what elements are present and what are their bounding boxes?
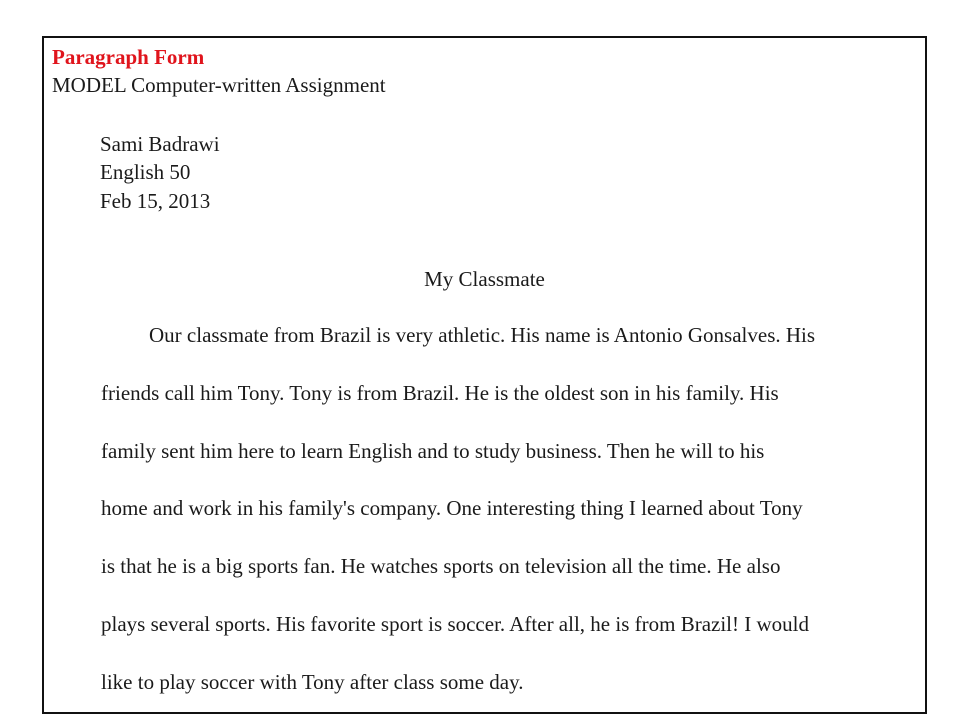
essay-title: My Classmate: [424, 267, 545, 291]
essay-line: is that he is a big sports fan. He watches sports on television all the time. He also: [101, 554, 781, 578]
assignment-date: Feb 15, 2013: [100, 189, 211, 213]
essay-line: like to play soccer with Tony after class some day.: [101, 670, 524, 694]
page-heading: Paragraph Form: [52, 45, 205, 69]
document-frame: [42, 36, 927, 714]
essay-line: Our classmate from Brazil is very athletic. His name is Antonio Gonsalves. His: [149, 323, 816, 347]
essay-line: plays several sports. His favorite sport is soccer. After all, he is from Brazil! I would: [101, 612, 809, 636]
essay-line: home and work in his family's company. One interesting thing I learned about Tony: [101, 496, 803, 520]
page-subheading: MODEL Computer-written Assignment: [52, 73, 386, 97]
essay-line: friends call him Tony. Tony is from Brazil. He is the oldest son in his family. His: [101, 381, 779, 405]
student-name: Sami Badrawi: [100, 132, 220, 156]
course-name: English 50: [100, 160, 191, 184]
essay-line: family sent him here to learn English and to study business. Then he will to his: [101, 439, 765, 463]
